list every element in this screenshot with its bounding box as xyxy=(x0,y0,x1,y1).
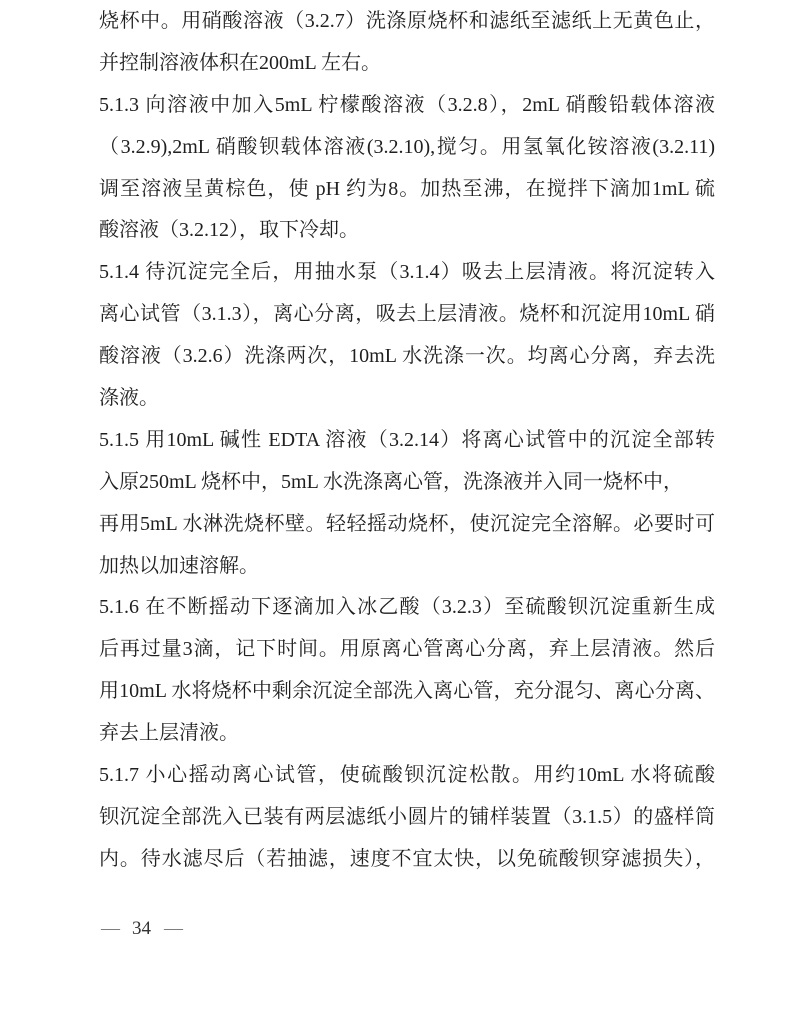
text-line: 离心试管（3.1.3），离心分离，吸去上层清液。烧杯和沉淀用10mL 硝 xyxy=(99,303,715,326)
text-line: 用10mL 水将烧杯中剩余沉淀全部洗入离心管，充分混匀、离心分离、 xyxy=(99,680,715,703)
text-line: 内。待水滤尽后（若抽滤，速度不宜太快，以免硫酸钡穿滤损失）， xyxy=(99,847,715,870)
text-line: 5.1.3 向溶液中加入5mL 柠檬酸溶液（3.2.8），2mL 硝酸铅载体溶液 xyxy=(99,93,715,116)
footer-right-dash: — xyxy=(164,918,182,939)
page-footer xyxy=(101,918,182,940)
text-line: 调至溶液呈黄棕色，使 pH 约为8。加热至沸，在搅拌下滴加1mL 硫 xyxy=(99,177,715,200)
footer-left-dash: — xyxy=(101,918,119,939)
text-line: 再用5mL 水淋洗烧杯壁。轻轻摇动烧杯，使沉淀完全溶解。必要时可 xyxy=(99,512,715,535)
page-number: 34 xyxy=(132,918,151,939)
text-block xyxy=(99,1,715,881)
text-line: 弃去上层清液。 xyxy=(99,722,239,745)
text-line: 酸溶液（3.2.12），取下冷却。 xyxy=(99,219,359,242)
text-line: （3.2.9),2mL 硝酸钡载体溶液(3.2.10),搅匀。用氢氧化铵溶液(3.2.11) xyxy=(99,135,715,158)
text-line: 5.1.5 用10mL 碱性 EDTA 溶液（3.2.14）将离心试管中的沉淀全部转 xyxy=(99,428,715,451)
text-line: 烧杯中。用硝酸溶液（3.2.7）洗涤原烧杯和滤纸至滤纸上无黄色止， xyxy=(99,10,715,32)
text-line: 入原250mL 烧杯中，5mL 水洗涤离心管，洗涤液并入同一烧杯中， xyxy=(99,470,684,493)
text-line: 钡沉淀全部洗入已装有两层滤纸小圆片的铺样装置（3.1.5）的盛样筒 xyxy=(99,805,715,828)
text-line: 5.1.6 在不断摇动下逐滴加入冰乙酸（3.2.3）至硫酸钡沉淀重新生成 xyxy=(99,596,715,619)
text-line: 酸溶液（3.2.6）洗涤两次，10mL 水洗涤一次。均离心分离，弃去洗 xyxy=(99,345,715,368)
text-line: 加热以加速溶解。 xyxy=(99,554,259,577)
text-line: 并控制溶液体积在200mL 左右。 xyxy=(99,51,382,74)
text-line: 涤液。 xyxy=(99,387,159,410)
text-line: 5.1.4 待沉淀完全后，用抽水泵（3.1.4）吸去上层清液。将沉淀转入 xyxy=(99,261,715,284)
text-line: 后再过量3滴，记下时间。用原离心管离心分离，弃上层清液。然后 xyxy=(99,638,715,661)
text-line: 5.1.7 小心摇动离心试管，使硫酸钡沉淀松散。用约10mL 水将硫酸 xyxy=(99,764,715,787)
